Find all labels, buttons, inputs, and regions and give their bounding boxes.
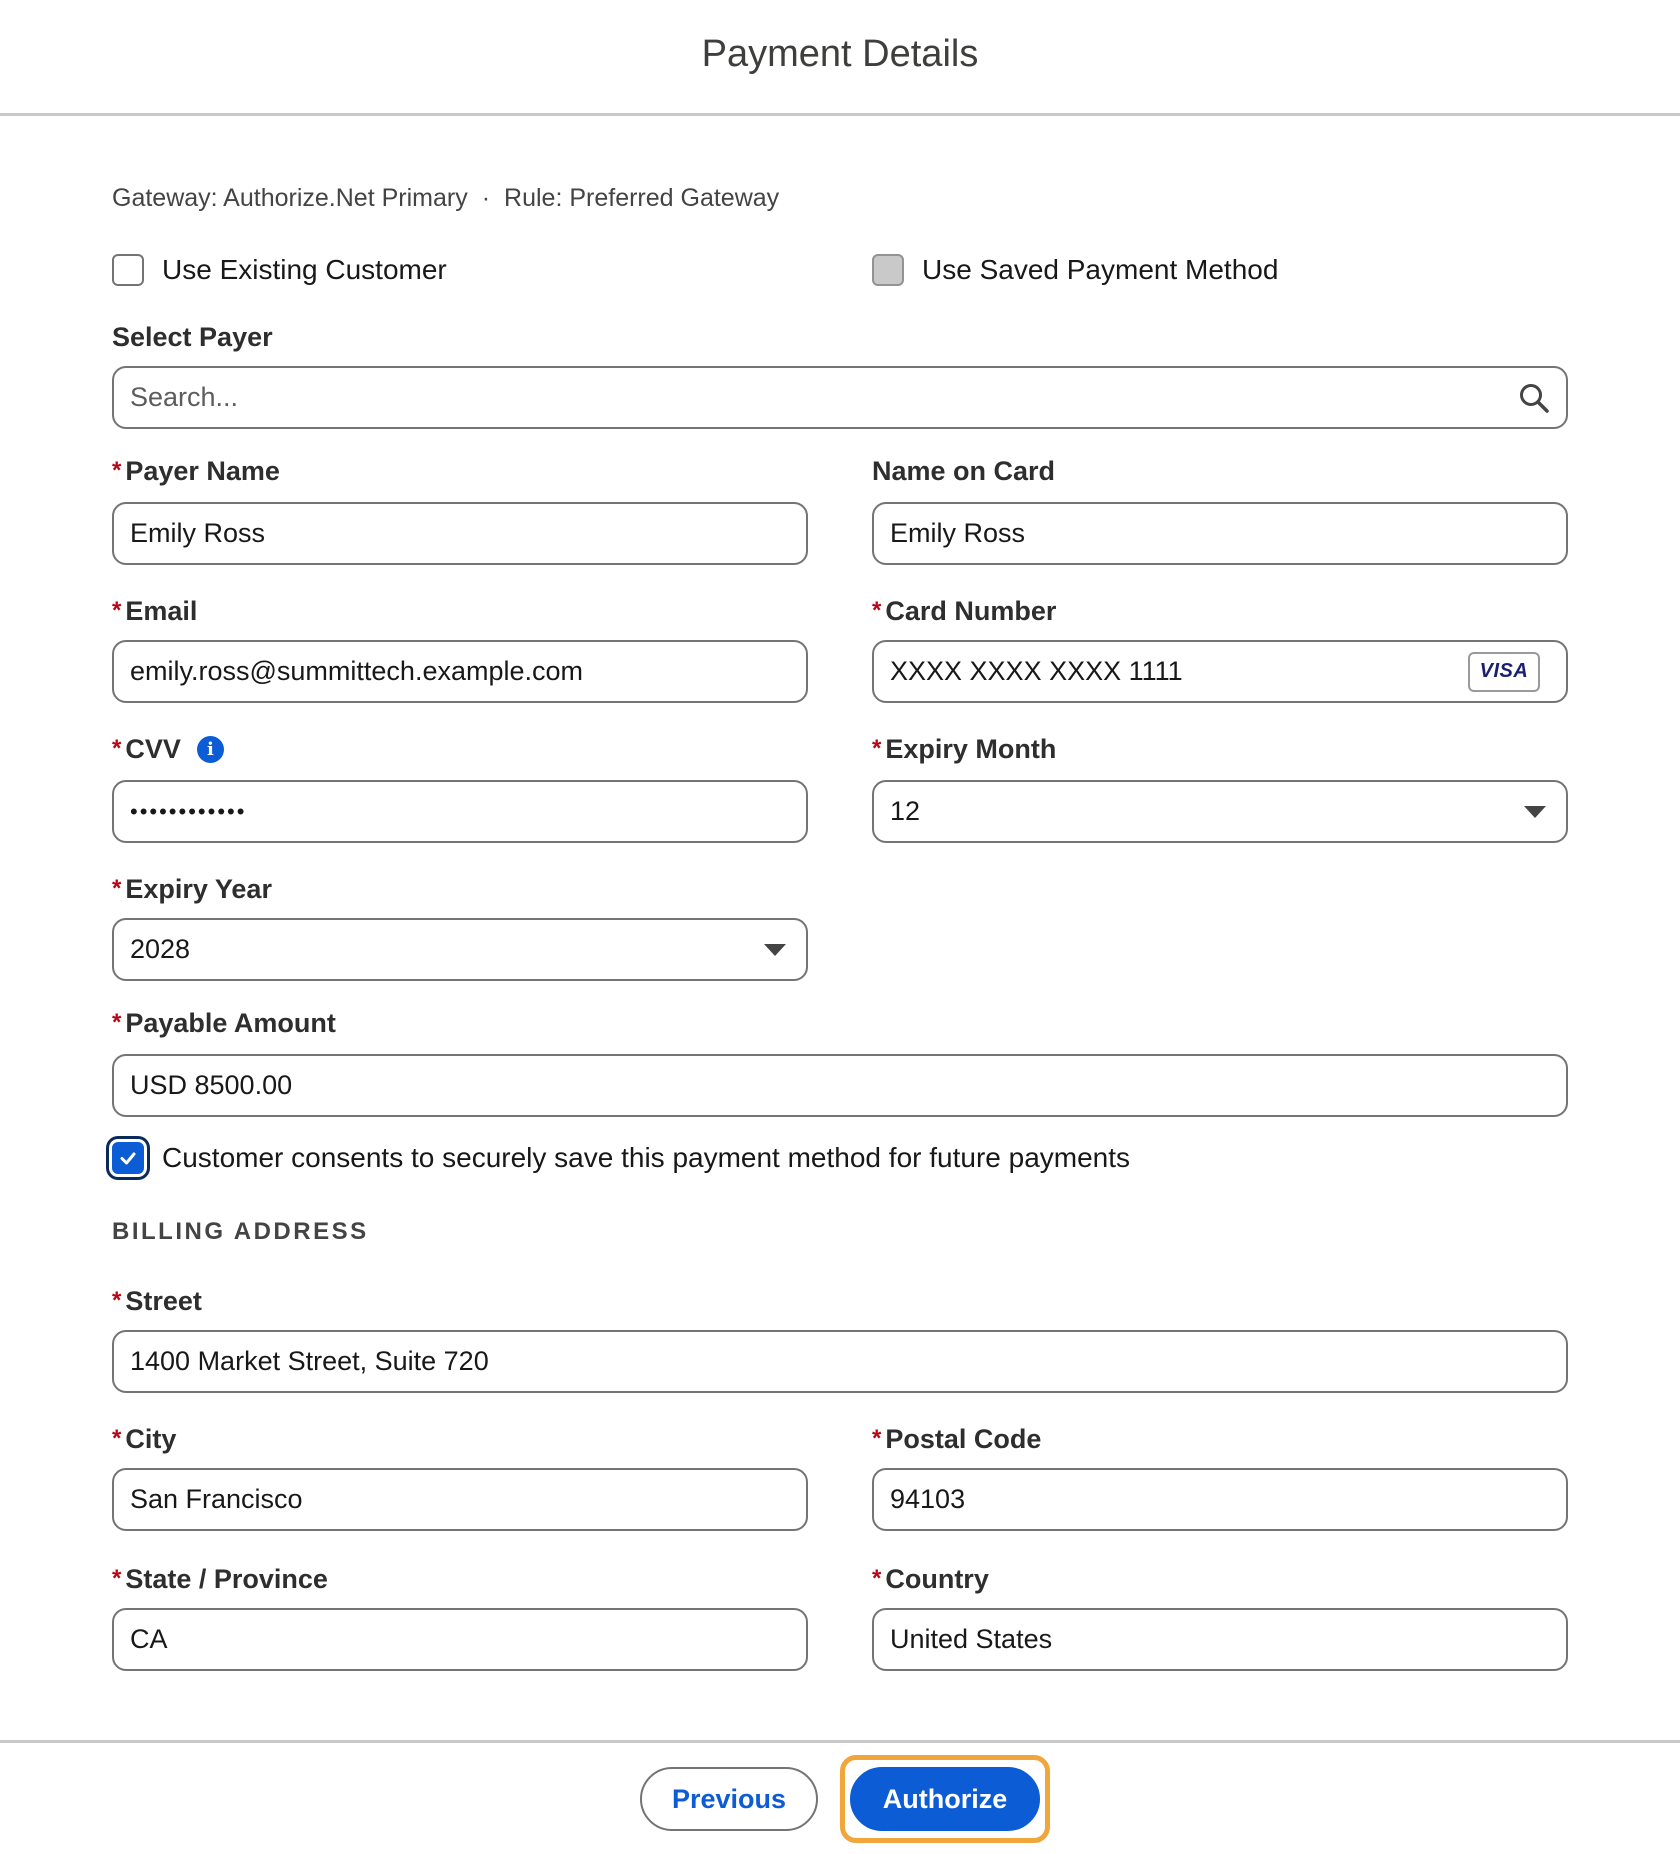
use-saved-payment-method-label: Use Saved Payment Method [922,254,1279,285]
info-icon[interactable]: i [197,736,224,763]
required-marker: * [112,1287,122,1314]
payable-amount-field[interactable] [112,1054,1568,1117]
cvv-label: * CVV i [112,734,224,766]
modal-header [0,0,1680,116]
required-marker: * [112,735,122,762]
expiry-year-label: * Expiry Year [112,874,272,904]
gateway-text: Gateway: Authorize.Net Primary [112,184,468,212]
chevron-down-icon[interactable] [764,944,786,956]
required-marker: * [112,597,122,624]
street-field[interactable] [112,1330,1568,1393]
city-input[interactable]: San Francisco [130,1484,303,1514]
search-icon[interactable] [1518,382,1550,414]
consent-checkbox[interactable] [112,1142,144,1174]
required-marker: * [112,1425,122,1452]
state-input[interactable]: CA [130,1624,168,1654]
payable-amount-input[interactable]: USD 8500.00 [130,1070,293,1100]
country-field[interactable] [872,1608,1568,1671]
gateway-info [112,184,779,213]
postal-code-field[interactable] [872,1468,1568,1531]
email-field[interactable] [112,640,808,703]
payer-name-field[interactable] [112,502,808,565]
chevron-down-icon[interactable] [1524,806,1546,818]
expiry-year-value: 2028 [130,934,191,964]
billing-address-heading: BILLING ADDRESS [112,1218,369,1245]
required-marker: * [112,875,122,902]
previous-button[interactable]: Previous [640,1767,818,1831]
name-on-card-field[interactable] [872,502,1568,565]
use-existing-customer-option[interactable] [112,254,447,286]
state-label: * State / Province [112,1564,328,1594]
cvv-field[interactable] [112,780,808,843]
card-number-input[interactable]: XXXX XXXX XXXX 1111 [890,656,1183,686]
rule-text: Rule: Preferred Gateway [504,184,780,212]
required-marker: * [872,1425,882,1452]
modal-title: Payment Details [701,33,979,75]
use-existing-customer-label: Use Existing Customer [162,254,447,285]
required-marker: * [112,1009,122,1036]
postal-code-label: * Postal Code [872,1424,1042,1454]
street-label: * Street [112,1286,202,1316]
use-saved-payment-method-checkbox [872,254,904,286]
payer-name-label: * Payer Name [112,456,280,486]
street-input[interactable]: 1400 Market Street, Suite 720 [130,1346,489,1376]
required-marker: * [872,735,882,762]
required-marker: * [872,1565,882,1592]
state-field[interactable] [112,1608,808,1671]
required-marker: * [872,597,882,624]
cvv-input[interactable]: •••••••••••• [130,798,247,824]
required-marker: * [112,457,122,484]
email-label: * Email [112,596,198,626]
payer-search-field[interactable] [112,366,1568,429]
payer-name-input[interactable]: Emily Ross [130,518,266,548]
expiry-month-label: * Expiry Month [872,734,1057,764]
name-on-card-input[interactable]: Emily Ross [890,518,1026,548]
payable-amount-label: * Payable Amount [112,1008,336,1038]
expiry-year-select[interactable] [112,918,808,981]
expiry-month-select[interactable] [872,780,1568,843]
meta-separator: · [481,184,491,212]
card-number-label: * Card Number [872,596,1057,626]
consent-option[interactable] [112,1142,1130,1174]
expiry-month-value: 12 [890,796,921,826]
country-label: * Country [872,1564,989,1594]
city-label: * City [112,1424,177,1454]
card-number-field[interactable] [872,640,1568,703]
checkmark-icon [118,1148,138,1168]
visa-card-icon: VISA [1468,652,1540,692]
city-field[interactable] [112,1468,808,1531]
email-input[interactable]: emily.ross@summittech.example.com [130,656,584,686]
name-on-card-label: Name on Card [872,456,1056,486]
required-marker: * [112,1565,122,1592]
country-input[interactable]: United States [890,1624,1053,1654]
use-saved-payment-method-option [872,254,1278,286]
authorize-button[interactable]: Authorize [850,1767,1040,1831]
postal-code-input[interactable]: 94103 [890,1484,966,1514]
consent-label: Customer consents to securely save this payment method for future payments [162,1142,1131,1173]
payer-search-input[interactable]: Search... [130,382,239,412]
select-payer-label: Select Payer [112,322,273,352]
use-existing-customer-checkbox[interactable] [112,254,144,286]
